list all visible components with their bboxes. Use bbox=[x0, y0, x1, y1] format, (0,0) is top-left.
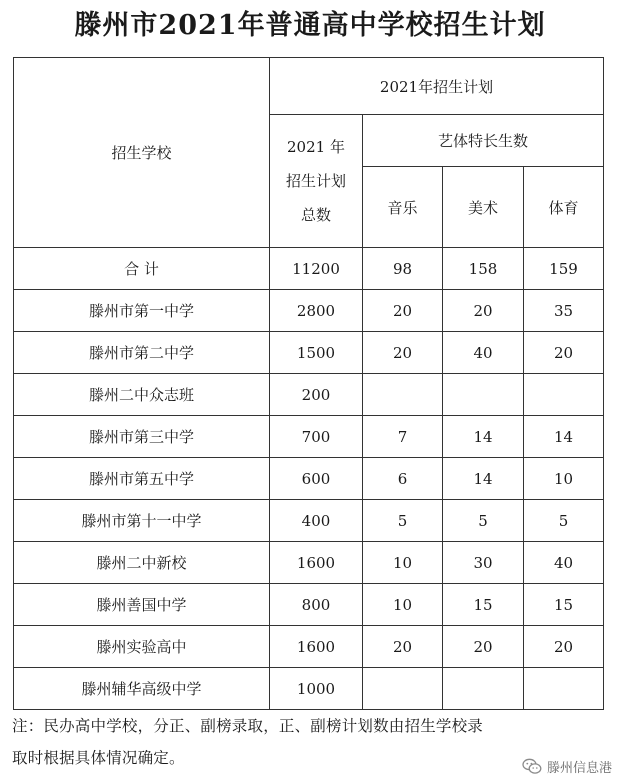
table-row bbox=[14, 290, 604, 332]
table-row bbox=[14, 626, 604, 668]
cell-music: 20 bbox=[363, 290, 443, 332]
cell-school: 滕州市第十一中学 bbox=[14, 500, 270, 542]
header-pe: 体育 bbox=[524, 167, 604, 248]
cell-art: 20 bbox=[443, 290, 524, 332]
cell-music bbox=[363, 374, 443, 416]
header-music: 音乐 bbox=[363, 167, 443, 248]
cell-art bbox=[443, 374, 524, 416]
header-plan-total bbox=[270, 115, 363, 248]
cell-pe: 5 bbox=[524, 500, 604, 542]
cell-total: 11200 bbox=[270, 248, 363, 290]
cell-total: 800 bbox=[270, 584, 363, 626]
header-plan-group: 2021年招生计划 bbox=[270, 58, 604, 115]
cell-school: 滕州二中众志班 bbox=[14, 374, 270, 416]
header-school: 招生学校 bbox=[14, 58, 270, 248]
cell-art: 20 bbox=[443, 626, 524, 668]
cell-music: 10 bbox=[363, 584, 443, 626]
wechat-icon bbox=[522, 758, 542, 775]
cell-music: 7 bbox=[363, 416, 443, 458]
cell-art: 5 bbox=[443, 500, 524, 542]
cell-music: 20 bbox=[363, 626, 443, 668]
cell-school: 滕州市第三中学 bbox=[14, 416, 270, 458]
cell-music: 5 bbox=[363, 500, 443, 542]
cell-art: 15 bbox=[443, 584, 524, 626]
cell-total: 2800 bbox=[270, 290, 363, 332]
enrollment-plan-table bbox=[13, 57, 604, 710]
cell-pe: 14 bbox=[524, 416, 604, 458]
cell-total: 1500 bbox=[270, 332, 363, 374]
cell-music: 20 bbox=[363, 332, 443, 374]
cell-music: 98 bbox=[363, 248, 443, 290]
cell-art: 14 bbox=[443, 416, 524, 458]
table-row bbox=[14, 248, 604, 290]
header-plan-total-line: 2021 年 bbox=[287, 138, 345, 156]
cell-total: 1600 bbox=[270, 542, 363, 584]
table-row bbox=[14, 584, 604, 626]
page-title: 滕州市2021年普通高中学校招生计划 bbox=[74, 10, 546, 41]
cell-music: 6 bbox=[363, 458, 443, 500]
table-row bbox=[14, 500, 604, 542]
cell-music bbox=[363, 668, 443, 710]
cell-school: 滕州善国中学 bbox=[14, 584, 270, 626]
header-plan-total-line: 总数 bbox=[300, 206, 331, 224]
cell-pe: 20 bbox=[524, 626, 604, 668]
table-row bbox=[14, 374, 604, 416]
cell-pe bbox=[524, 668, 604, 710]
cell-art bbox=[443, 668, 524, 710]
table-row bbox=[14, 458, 604, 500]
table-row bbox=[14, 668, 604, 710]
cell-school: 滕州市第五中学 bbox=[14, 458, 270, 500]
table-row bbox=[14, 332, 604, 374]
cell-music: 10 bbox=[363, 542, 443, 584]
cell-total: 600 bbox=[270, 458, 363, 500]
cell-total: 400 bbox=[270, 500, 363, 542]
cell-pe: 159 bbox=[524, 248, 604, 290]
watermark-text: 滕州信息港 bbox=[546, 760, 612, 776]
cell-total: 700 bbox=[270, 416, 363, 458]
cell-school: 滕州市第二中学 bbox=[14, 332, 270, 374]
cell-total: 200 bbox=[270, 374, 363, 416]
header-arts-group: 艺体特长生数 bbox=[363, 115, 604, 167]
cell-art: 30 bbox=[443, 542, 524, 584]
cell-pe: 20 bbox=[524, 332, 604, 374]
cell-pe: 15 bbox=[524, 584, 604, 626]
cell-art: 40 bbox=[443, 332, 524, 374]
cell-pe bbox=[524, 374, 604, 416]
cell-school: 滕州实验高中 bbox=[14, 626, 270, 668]
cell-pe: 10 bbox=[524, 458, 604, 500]
header-fine-arts: 美术 bbox=[443, 167, 524, 248]
cell-pe: 35 bbox=[524, 290, 604, 332]
cell-school: 合 计 bbox=[14, 248, 270, 290]
cell-total: 1600 bbox=[270, 626, 363, 668]
cell-school: 滕州辅华高级中学 bbox=[14, 668, 270, 710]
footnote-line: 注：民办高中学校，分正、副榜录取，正、副榜计划数由招生学校录 bbox=[12, 717, 484, 735]
cell-school: 滕州市第一中学 bbox=[14, 290, 270, 332]
table-row bbox=[14, 416, 604, 458]
cell-total: 1000 bbox=[270, 668, 363, 710]
table-row bbox=[14, 542, 604, 584]
watermark bbox=[519, 755, 612, 777]
cell-art: 14 bbox=[443, 458, 524, 500]
cell-art: 158 bbox=[443, 248, 524, 290]
footnote-line: 取时根据具体情况确定。 bbox=[12, 749, 185, 767]
header-plan-total-line: 招生计划 bbox=[285, 172, 346, 190]
cell-pe: 40 bbox=[524, 542, 604, 584]
cell-school: 滕州二中新校 bbox=[14, 542, 270, 584]
